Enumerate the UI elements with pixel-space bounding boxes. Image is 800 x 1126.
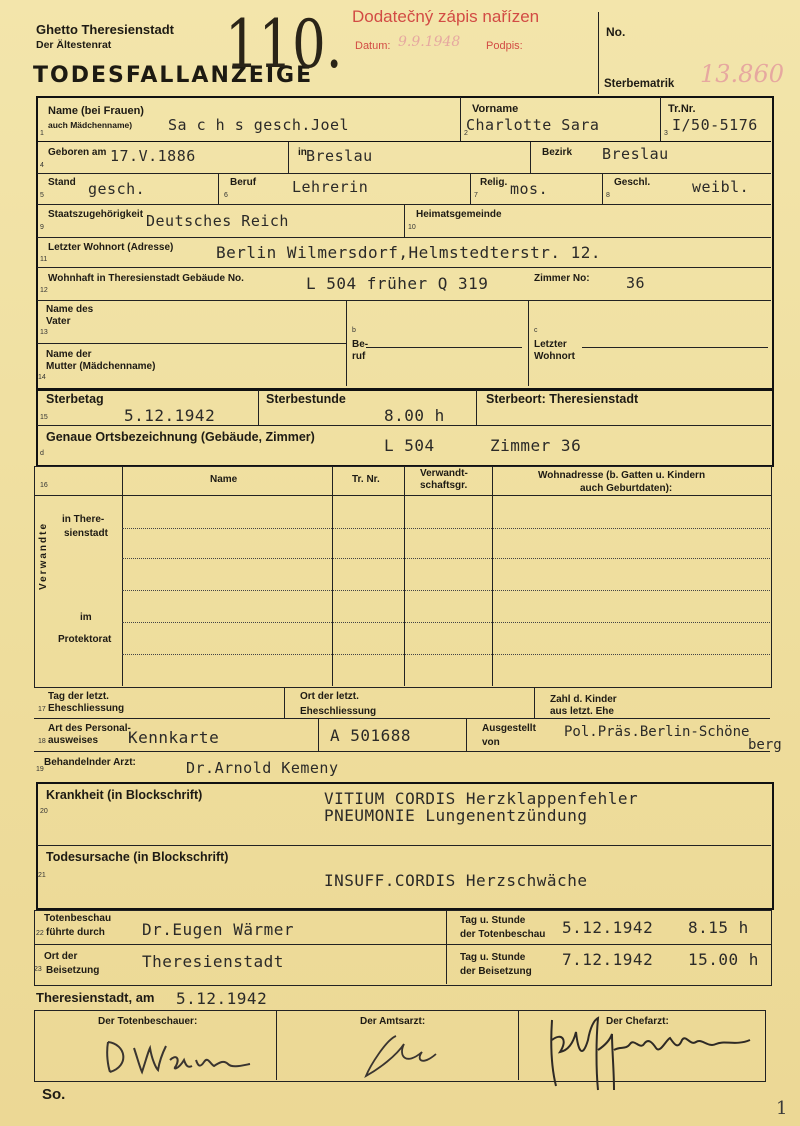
issued-by-label: Ausgestellt: [482, 723, 536, 734]
so-mark: So.: [42, 1086, 66, 1103]
illness-value-1: VITIUM CORDIS Herzklappenfehler: [324, 789, 639, 808]
death-hour-label: Sterbestunde: [266, 392, 346, 406]
relatives-in-theresienstadt: in There-: [62, 514, 105, 525]
relatives-address-header-2: auch Geburtdaten):: [580, 483, 673, 494]
inspection-by-label-2: führte durch: [46, 927, 105, 938]
last-address-label: Letzter Wohnort (Adresse): [48, 242, 174, 253]
district-value: Breslau: [602, 145, 669, 163]
signature-medical-officer-label: Der Amtsarzt:: [360, 1016, 426, 1027]
cause-of-death-label: Todesursache (in Blockschrift): [46, 850, 229, 864]
born-label: Geboren am: [48, 147, 107, 158]
corner-page-mark: 1: [776, 1098, 788, 1119]
room-value: 36: [626, 274, 646, 292]
org-name: Ghetto Theresienstadt: [36, 22, 174, 37]
page-title: TODESFALLANZEIGE: [33, 63, 314, 88]
signature-chief-physician-label: Der Chefarzt:: [606, 1016, 669, 1027]
signature-chief-physician: [540, 1010, 766, 1094]
relatives-relation-header: Verwandt-: [420, 468, 468, 479]
issued-by-value-2: berg: [748, 737, 782, 753]
burial-place-value: Theresienstadt: [142, 952, 284, 971]
signature-inspector-label: Der Totenbeschauer:: [98, 1016, 198, 1027]
name-label-2: auch Mädchenname): [48, 120, 133, 130]
marital-status-value: gesch.: [88, 180, 146, 198]
exact-place-label: Genaue Ortsbezeichnung (Gebäude, Zimmer): [46, 430, 315, 444]
relatives-protektorat: Protektorat: [58, 634, 112, 645]
id-type-label: Art des Personal-: [48, 723, 131, 734]
mother-label: Name der: [46, 349, 92, 360]
first-name-value: Charlotte Sara: [466, 116, 600, 134]
nationality-value: Deutsches Reich: [146, 212, 289, 230]
attending-doctor-label: Behandelnder Arzt:: [44, 757, 136, 768]
burial-date-value: 7.12.1942: [562, 950, 654, 969]
relatives-address-header: Wohnadresse (b. Gatten u. Kindern: [538, 470, 706, 481]
parent-occupation-label-2: ruf: [352, 351, 366, 362]
last-address-value: Berlin Wilmersdorf,Helmstedterstr. 12.: [216, 243, 602, 262]
relatives-name-header: Name: [210, 474, 238, 485]
signature-inspector: [100, 1030, 270, 1080]
death-date-label: Sterbetag: [46, 392, 104, 406]
stamp-date-value: 9.9.1948: [398, 34, 461, 50]
inspection-time-label: Tag u. Stunde: [460, 915, 526, 926]
father-label-2: Vater: [46, 316, 71, 327]
relatives-im: im: [80, 612, 92, 623]
stamp-sign-label: Podpis:: [486, 40, 523, 52]
illness-label: Krankheit (in Blockschrift): [46, 788, 203, 802]
death-hour-value: 8.00 h: [384, 406, 445, 425]
inspection-date-value: 5.12.1942: [562, 918, 654, 937]
signature-medical-officer: [356, 1026, 456, 1082]
id-number-value: A 501688: [330, 726, 412, 745]
big-handwritten-number: 110.: [225, 6, 343, 83]
inspection-hour-value: 8.15 h: [688, 918, 749, 937]
illness-value-2: PNEUMONIE Lungenentzündung: [324, 806, 588, 825]
children-count-label: Zahl d. Kinder: [550, 694, 617, 705]
mother-label-2: Mutter (Mädchenname): [46, 361, 156, 372]
issued-by-label-2: von: [482, 737, 500, 748]
residence-label: Wohnhaft in Theresienstadt Gebäude No.: [48, 273, 244, 284]
id-type-label-2: ausweises: [48, 735, 99, 746]
district-label: Bezirk: [542, 147, 573, 158]
transport-number-value: I/50-5176: [672, 116, 758, 134]
marriage-date-label: Tag der letzt.: [48, 691, 109, 702]
home-municipality-label: Heimatsgemeinde: [416, 209, 502, 220]
parent-residence-label-2: Wohnort: [534, 351, 575, 362]
matrik-label: Sterbematrik: [604, 78, 675, 90]
marriage-place-label-2: Eheschliessung: [300, 706, 377, 717]
red-stamp-text: Dodatečný zápis nařízen: [352, 7, 540, 26]
birthplace-label: in: [298, 147, 307, 158]
relatives-side-label: Verwandte: [38, 521, 49, 590]
stamp-date-label: Datum:: [355, 40, 391, 52]
name-label: Name (bei Frauen): [48, 105, 144, 117]
sex-label: Geschl.: [614, 177, 651, 188]
birthplace-value: Breslau: [306, 147, 373, 165]
relatives-relation-header-2: schaftsgr.: [420, 480, 468, 491]
inspection-time-label-2: der Totenbeschau: [460, 929, 546, 940]
burial-place-label-2: Beisetzung: [46, 965, 100, 976]
place-date-label: Theresienstadt, am: [36, 990, 155, 1005]
residence-value: L 504 früher Q 319: [306, 274, 489, 293]
number-label: No.: [606, 25, 626, 39]
exact-place-room: Zimmer 36: [490, 436, 582, 455]
religion-label: Relig.: [480, 177, 508, 188]
id-type-value: Kennkarte: [128, 728, 220, 747]
cause-of-death-value: INSUFF.CORDIS Herzschwäche: [324, 871, 588, 890]
nationality-label: Staatszugehörigkeit: [48, 209, 144, 220]
burial-time-label-2: der Beisetzung: [460, 966, 532, 977]
religion-value: mos.: [510, 180, 549, 198]
transport-number-label: Tr.Nr.: [668, 103, 696, 115]
relatives-in-theresienstadt-2: sienstadt: [64, 528, 108, 539]
matrik-value: 13.860: [700, 60, 784, 88]
inspection-by-value: Dr.Eugen Wärmer: [142, 920, 294, 939]
burial-time-label: Tag u. Stunde: [460, 952, 526, 963]
burial-place-label: Ort der: [44, 951, 78, 962]
room-label: Zimmer No:: [534, 273, 590, 284]
marital-status-label: Stand: [48, 177, 76, 188]
relatives-trnr-header: Tr. Nr.: [352, 474, 380, 485]
surname-value: Sa c h s gesch.Joel: [168, 116, 350, 134]
death-date-value: 5.12.1942: [124, 406, 216, 425]
attending-doctor-value: Dr.Arnold Kemeny: [186, 759, 339, 777]
place-date-value: 5.12.1942: [176, 989, 268, 1008]
born-value: 17.V.1886: [110, 147, 196, 165]
first-name-label: Vorname: [472, 103, 519, 115]
org-council: Der Ältestenrat: [36, 39, 112, 51]
issued-by-value: Pol.Präs.Berlin-Schöne: [564, 724, 750, 740]
death-section: [36, 389, 774, 467]
occupation-value: Lehrerin: [292, 178, 369, 196]
burial-hour-value: 15.00 h: [688, 950, 759, 969]
parent-occupation-label: Be-: [352, 339, 369, 350]
death-place-label: Sterbeort: Theresienstadt: [486, 392, 639, 406]
father-label: Name des: [46, 304, 94, 315]
parent-residence-label: Letzter: [534, 339, 567, 350]
sex-value: weibl.: [692, 178, 750, 196]
inspection-by-label: Totenbeschau: [44, 913, 112, 924]
children-count-label-2: aus letzt. Ehe: [550, 706, 614, 717]
death-notice-page: Ghetto Theresienstadt Der Ältestenrat TODESFALLANZEIGE 110. Dodatečný zápis nařízen Datum: 9.9.1948 Podpis: No. Sterbematrik 13.860 Name (bei Frauen) auch Mädchenname) 1 Sa c h s gesch.Joel Vorname 2 Charlotte Sara Tr.Nr. 3 I/50-5176 Geboren am 4 17.V.1886 in Breslau Bezirk Breslau Stand 5 gesch. Beruf 6 Lehrerin Relig. 7 mos. Geschl. 8 weibl. Staatszugehörigkeit 9 Deutsches Reich Heimatsgemeinde 10 Letzter Wohnort (Adresse) 11 Berlin Wilmersdorf,Helmstedterstr. 12. Wohnhaft in Theresienstadt Gebäude No. 12 L 504 früher Q 319 Zimmer No: 36 Name des Vater 13 Name der Mutter (Mädchenname) 14 b Be- ruf c Letzter Wohnort Sterbetag 15 5.12.1942 Sterbestunde 8.00 h Sterbeort: Theresienstadt Genaue Ortsbezeichnung (Gebäude, Zimmer) d L 504 Zimmer 36 16 Name Tr. Nr. Verwandt- schaftsgr. Wohnadresse (b. Gatten u. Kindern auch Geburtdaten): Verwandte in There- sienstadt im Protektorat Tag der letzt. Eheschliessung 17 Ort der letzt. Eheschliessung Zahl d. Kinder aus letzt. Ehe Art des Personal- ausweises 18 Kennkarte A 501688 Ausgestellt von Pol.Präs.Berlin-Schöne berg Behandelnder Arzt: 19 Dr.Arnold Kemeny Krankheit (in Blockschrift) 20 VITIUM CORDIS Herzklappenfehler PNEUMONIE Lungenentzündung Todesursache (in Blockschrift) 21 INSUFF.CORDIS Herzschwäche Totenbeschau führte durch 22 Dr.Eugen Wärmer Tag u. Stunde der Totenbeschau 5.12.1942 8.15 h Ort der Beisetzung 23 Theresienstadt Tag u. Stunde der Beisetzung 7.12.1942 15.00 h Theresienstadt, am 5.12.1942 Der Totenbeschauer: Der Amtsarzt: Der Chefarzt: So. 1: [0, 0, 800, 1126]
occupation-label: Beruf: [230, 177, 257, 188]
exact-place-building: L 504: [384, 436, 435, 455]
marriage-place-label: Ort der letzt.: [300, 691, 359, 702]
marriage-date-label-2: Eheschliessung: [48, 703, 125, 714]
